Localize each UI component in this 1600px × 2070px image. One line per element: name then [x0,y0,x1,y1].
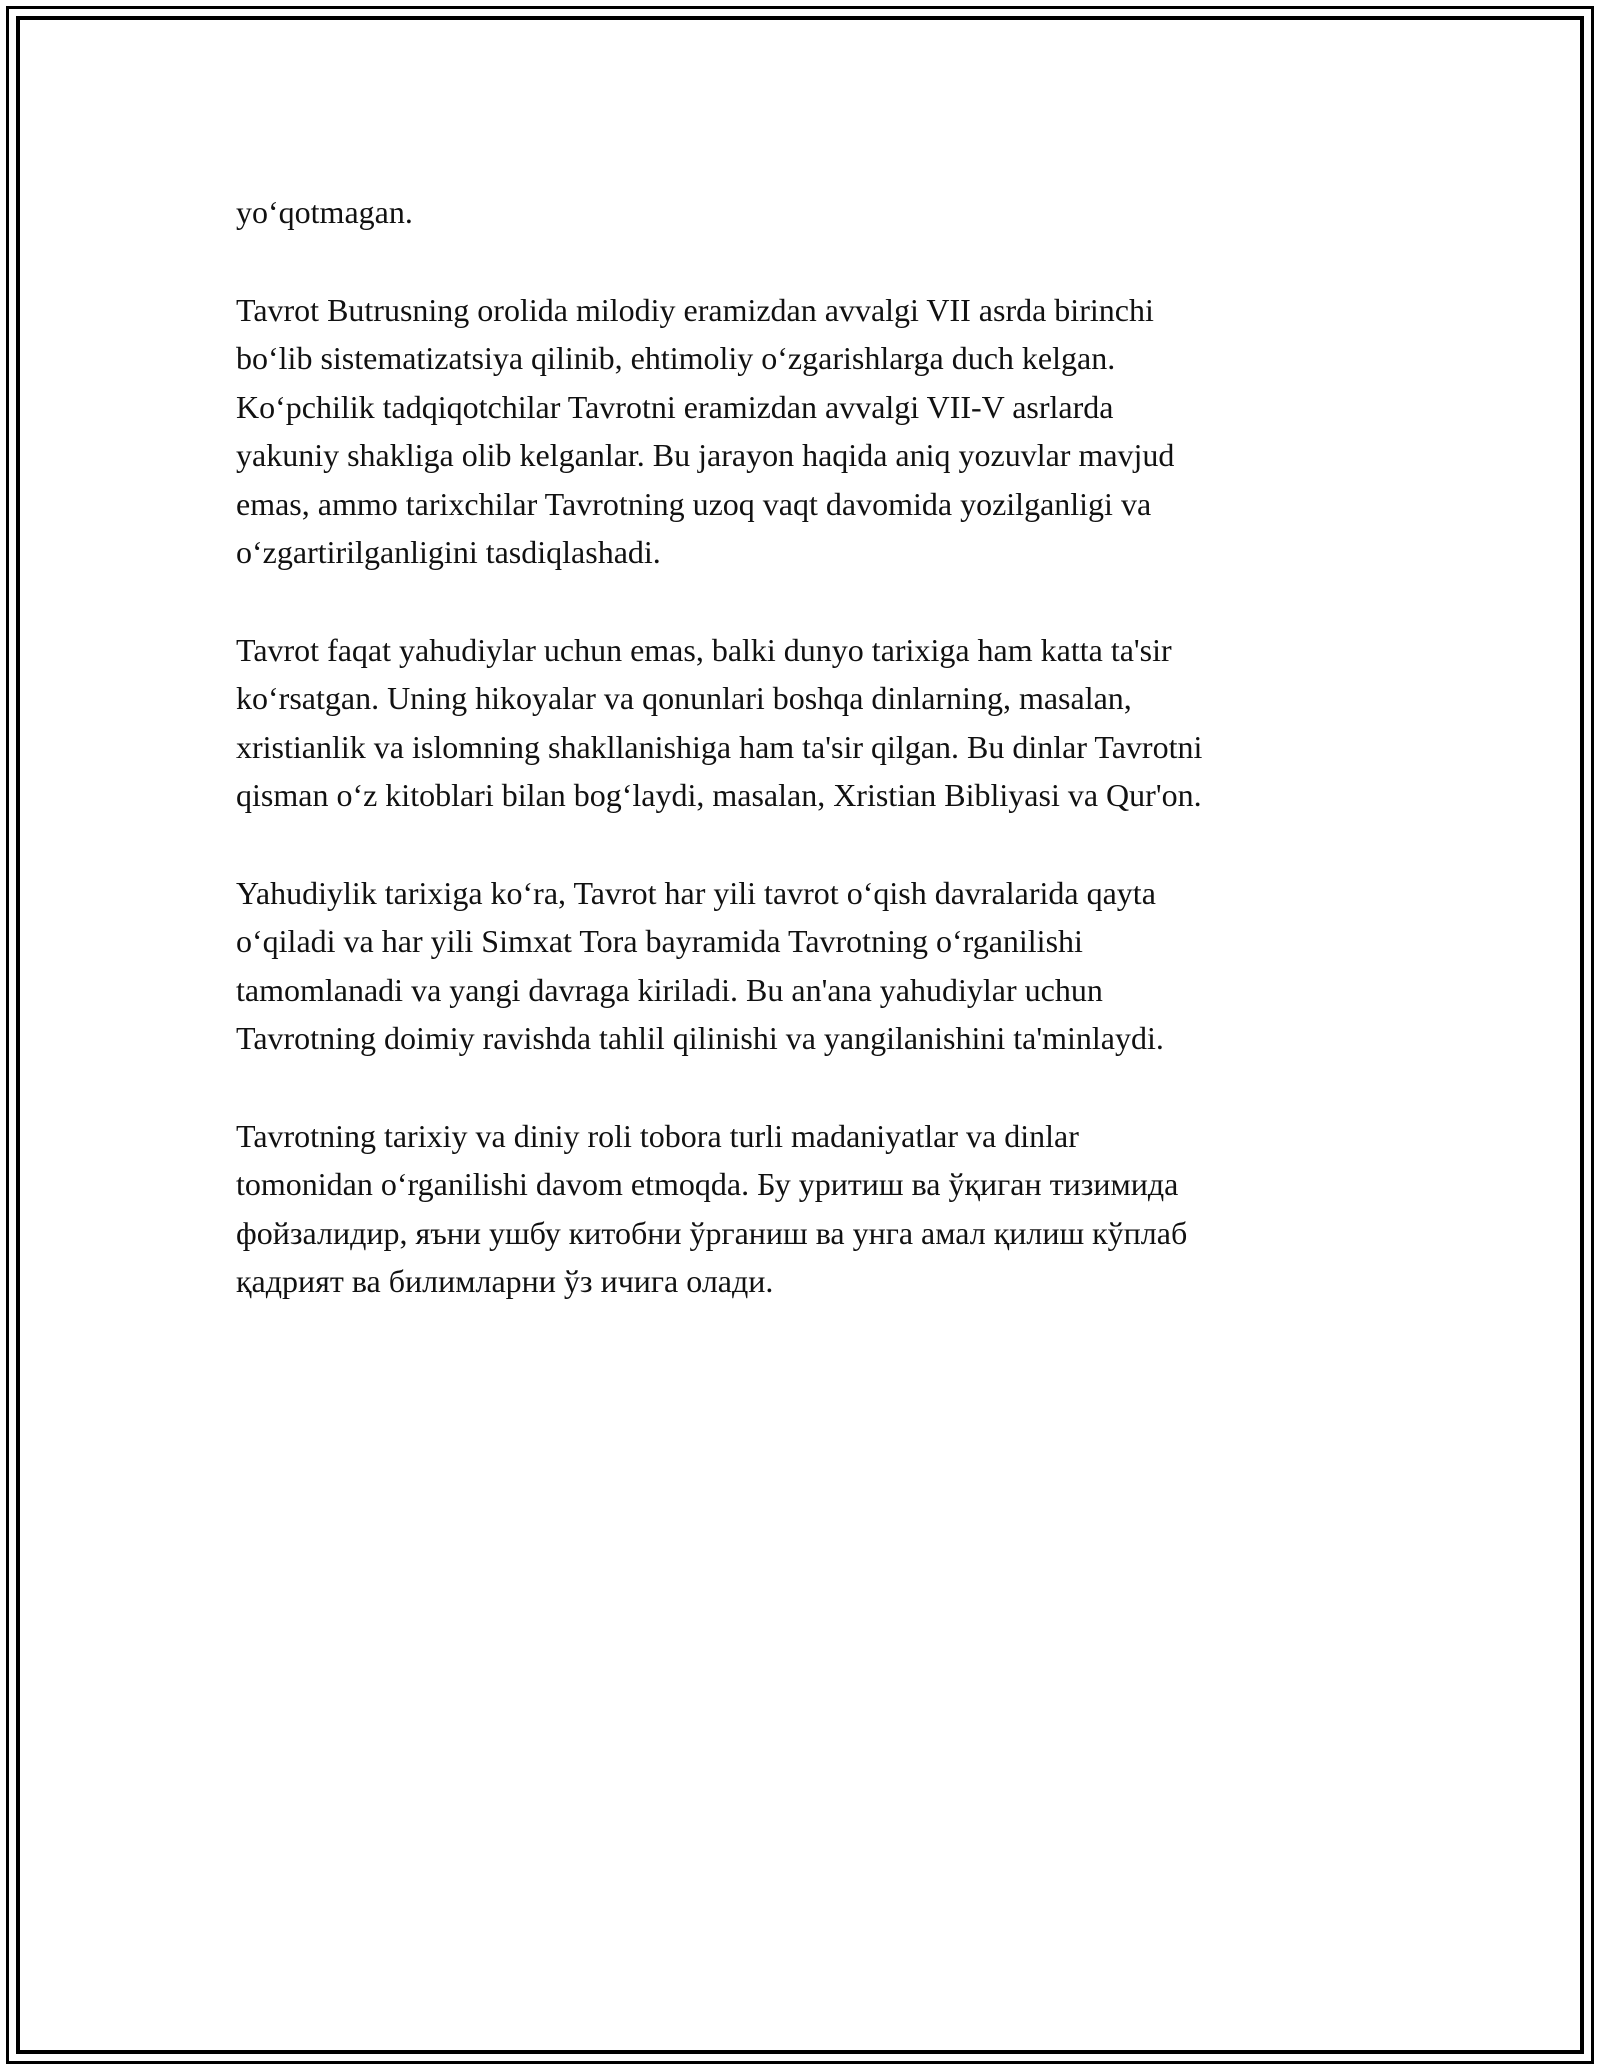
text-line: Yahudiylik tarixiga ko‘ra, Tavrot har yili tavrot o‘qish davralarida qayta [236,874,1156,911]
text-line: xristianlik va islomning shakllanishiga ham ta'sir qilgan. Bu dinlar Tavrotni [236,728,1203,765]
text-line: фойзалидир, яъни ушбу китобни ўрганиш ва унга амал қилиш кўплаб [236,1214,1188,1251]
text-line: tamomlanadi va yangi davraga kiriladi. Bu an'ana yahudiylar uchun [236,971,1103,1008]
text-line: yo‘qotmagan. [236,194,413,230]
text-line: ko‘rsatgan. Uning hikoyalar va qonunlari boshqa dinlarning, masalan, [236,680,1132,716]
text-line: qisman o‘z kitoblari bilan bog‘laydi, masalan, Xristian Bibliyasi va Qur'on. [236,777,1202,813]
text-line: bo‘lib sistematizatsiya qilinib, ehtimoliy o‘zgarishlarga duch kelgan. [236,340,1116,376]
paragraph-4 [236,869,1376,1063]
text-line: Tavrot Butrusning orolida milodiy eramizdan avvalgi VII asrda birinchi [236,291,1154,328]
text-line: қадрият ва билимларни ўз ичига олади. [236,1263,774,1299]
paragraph-5 [236,1112,1376,1306]
text-line: emas, ammo tarixchilar Tavrotning uzoq vaqt davomida yozilganligi va [236,485,1152,522]
text-line: tomonidan o‘rganilishi davom etmoqda. Бу уритиш ва ўқиган тизимида [236,1166,1179,1202]
text-line: o‘zgartirilganligini tasdiqlashadi. [236,534,661,570]
paragraph-2 [236,286,1376,577]
text-line: yakuniy shakliga olib kelganlar. Bu jarayon haqida aniq yozuvlar mavjud [236,437,1175,473]
text-line: Tavrot faqat yahudiylar uchun emas, balki dunyo tarixiga ham katta ta'sir [236,631,1172,668]
paragraph-3 [236,626,1376,820]
text-line: o‘qiladi va har yili Simxat Tora bayramida Tavrotning o‘rganilishi [236,923,1083,959]
text-line: Tavrotning tarixiy va diniy roli tobora turli madaniyatlar va dinlar [236,1117,1079,1154]
paragraph-1 [236,188,1376,237]
text-line: Ko‘pchilik tadqiqotchilar Tavrotni eramizdan avvalgi VII-V asrlarda [236,388,1114,425]
document-body [236,188,1376,1355]
text-line: Tavrotning doimiy ravishda tahlil qilinishi va yangilanishini ta'minlaydi. [236,1020,1164,1056]
